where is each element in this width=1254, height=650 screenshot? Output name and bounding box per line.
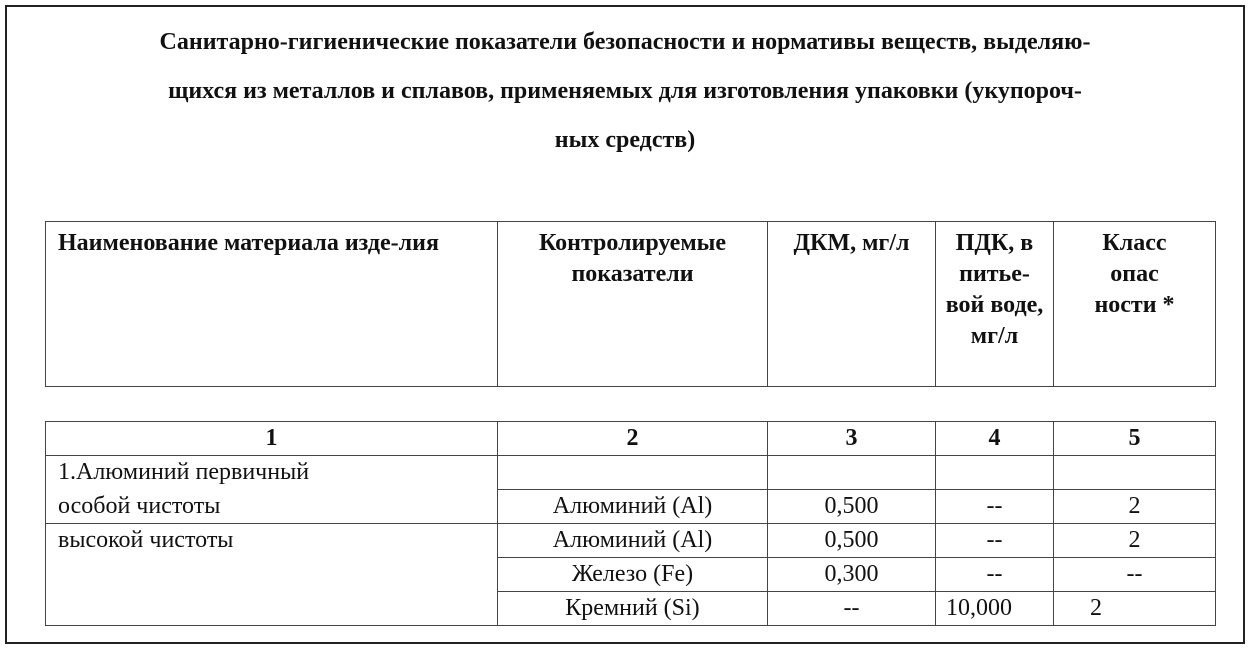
indicator-cell: Алюминий (Al) bbox=[498, 524, 768, 558]
pdk-cell: 10,000 bbox=[936, 592, 1054, 626]
header-material-name: Наименование материала изде-лия bbox=[46, 222, 498, 387]
column-number: 5 bbox=[1054, 422, 1216, 456]
indicator-cell: Кремний (Si) bbox=[498, 592, 768, 626]
material-cell: 1.Алюминий первичный bbox=[46, 456, 498, 490]
hazard-class-cell: 2 bbox=[1054, 524, 1216, 558]
pdk-cell: -- bbox=[936, 490, 1054, 524]
hazard-class-cell: 2 bbox=[1054, 592, 1216, 626]
column-number: 1 bbox=[46, 422, 498, 456]
column-number-row bbox=[46, 422, 1216, 456]
indicator-cell: Алюминий (Al) bbox=[498, 490, 768, 524]
document-title-line-1: Санитарно-гигиенические показатели безопасности и нормативы веществ, выделяю- bbox=[159, 29, 1091, 55]
column-number: 3 bbox=[768, 422, 936, 456]
table-row bbox=[46, 456, 1216, 490]
table-row bbox=[46, 490, 1216, 524]
pdk-cell: -- bbox=[936, 558, 1054, 592]
header-controlled-indicators: Контролируемые показатели bbox=[498, 222, 768, 387]
column-number: 2 bbox=[498, 422, 768, 456]
dkm-cell: -- bbox=[768, 592, 936, 626]
material-cell: особой чистоты bbox=[46, 490, 498, 524]
pdk-cell bbox=[936, 456, 1054, 490]
header-table bbox=[45, 221, 1216, 387]
dkm-cell: 0,300 bbox=[768, 558, 936, 592]
dkm-cell: 0,500 bbox=[768, 490, 936, 524]
dkm-cell: 0,500 bbox=[768, 524, 936, 558]
indicator-cell: Железо (Fe) bbox=[498, 558, 768, 592]
hazard-class-cell: 2 bbox=[1054, 490, 1216, 524]
pdk-cell: -- bbox=[936, 524, 1054, 558]
column-number: 4 bbox=[936, 422, 1054, 456]
dkm-cell bbox=[768, 456, 936, 490]
hazard-class-cell bbox=[1054, 456, 1216, 490]
indicator-cell bbox=[498, 456, 768, 490]
data-table bbox=[45, 421, 1216, 626]
material-cell: высокой чистоты bbox=[46, 524, 498, 558]
header-hazard-class: Класс опас ности * bbox=[1054, 222, 1216, 387]
header-dkm: ДКМ, мг/л bbox=[768, 222, 936, 387]
document-title-line-2: щихся из металлов и сплавов, применяемых для изготовления упаковки (укупороч- bbox=[168, 78, 1082, 104]
table-row bbox=[46, 592, 1216, 626]
hazard-class-cell: -- bbox=[1054, 558, 1216, 592]
material-cell bbox=[46, 558, 498, 592]
table-row bbox=[46, 524, 1216, 558]
material-cell bbox=[46, 592, 498, 626]
document-title-line-3: ных средств) bbox=[554, 127, 696, 153]
header-pdk: ПДК, в питье-вой воде, мг/л bbox=[936, 222, 1054, 387]
table-row bbox=[46, 558, 1216, 592]
